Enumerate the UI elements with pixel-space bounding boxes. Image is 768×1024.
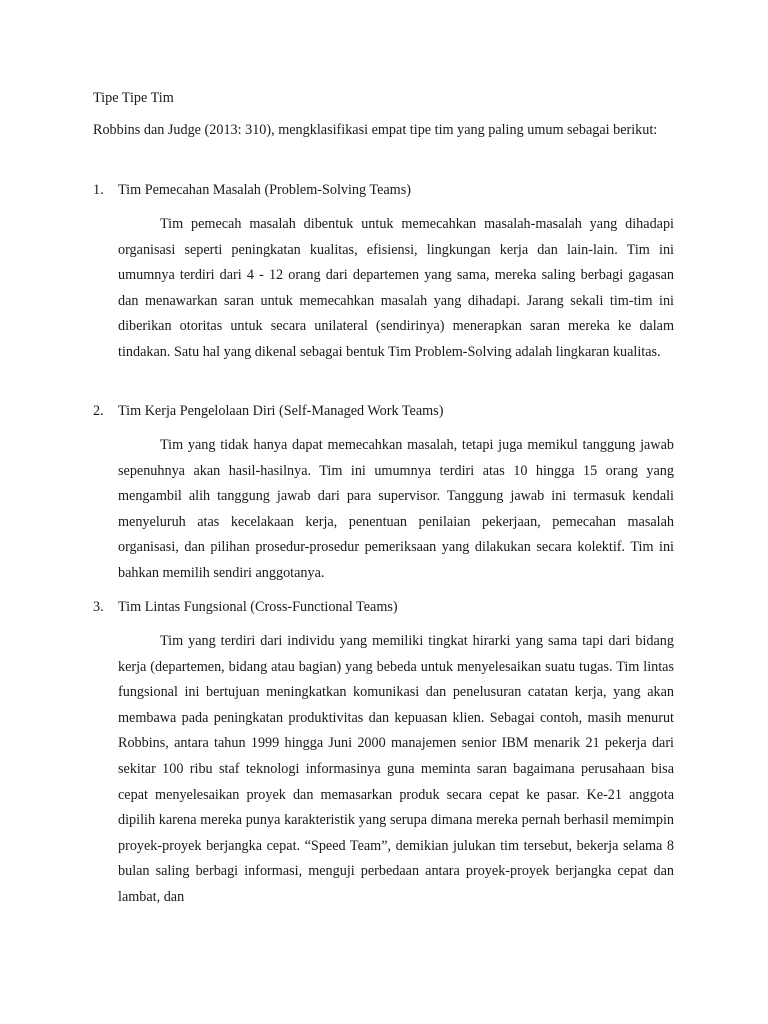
section-heading-text-3: Tim Lintas Fungsional (Cross-Functional Teams) — [118, 599, 398, 615]
section-heading-3 — [93, 597, 398, 617]
section-heading-1 — [93, 180, 411, 200]
section-number-3: 3. — [93, 599, 104, 615]
section-heading-text-1: Tim Pemecahan Masalah (Problem-Solving Teams) — [118, 182, 411, 198]
section-paragraph-3: Tim yang terdiri dari individu yang memiliki tingkat hirarki yang sama tapi dari bidang kerja (departemen, bidang atau bagian) yang bebeda untuk menyelesaikan suatu tugas. Tim lintas fungsional ini bertujuan meningkatkan komunikasi dan penelusuran catatan kerja, yang akan membawa pada peningkatan produktivitas dan kepuasan klien. Sebagai contoh, masih menurut Robbins, antara tahun 1999 hingga Juni 2000 manajemen senior IBM menarik 21 pekerja dari sekitar 100 ribu staf teknologi informasinya guna meminta saran bagaimana perusahaan bisa cepat menyelesaikan proyek dan memasarkan produk secara cepat ke pasar. Ke-21 anggota dipilih karena mereka punya karakteristik yang serupa dimana mereka pernah berhasil memimpin proyek-proyek berjangka cepat. “Speed Team”, demikian julukan tim tersebut, bekerja selama 8 bulan saling berbagi informasi, menguji perbedaan antara proyek-proyek berjangka cepat dan lambat, dan — [118, 633, 674, 905]
section-paragraph-1: Tim pemecah masalah dibentuk untuk memecahkan masalah-masalah yang dihadapi organisasi seperti peningkatan kualitas, efisiensi, lingkungan kerja dan lain-lain. Tim ini umumnya terdiri dari 4 - 12 orang dari departemen yang sama, mereka saling berbagi gagasan dan menawarkan saran untuk memecahkan masalah yang dihadapi. Jarang sekali tim-tim ini diberikan otoritas untuk secara unilateral (sendirinya) menerapkan saran mereka ke dalam tindakan. Satu hal yang dikenal sebagai bentuk Tim Problem-Solving adalah lingkaran kualitas. — [118, 216, 674, 360]
section-paragraph-2: Tim yang tidak hanya dapat memecahkan masalah, tetapi juga memikul tanggung jawab sepenuhnya akan hasil-hasilnya. Tim ini umumnya terdiri atas 10 hingga 15 orang yang mengambil alih tanggung jawab dari para supervisor. Tanggung jawab ini termasuk kendali menyeluruh atas kecelakaan kerja, penentuan penilaian pekerjaan, pemecahan masalah organisasi, dan pilihan prosedur-prosedur pemeriksaan yang dilakukan secara kolektif. Tim ini bahkan memilih sendiri anggotanya. — [118, 437, 674, 581]
section-heading-text-2: Tim Kerja Pengelolaan Diri (Self-Managed Work Teams) — [118, 403, 444, 419]
section-number-1: 1. — [93, 182, 104, 198]
intro-paragraph: Robbins dan Judge (2013: 310), mengklasifikasi empat tipe tim yang paling umum sebagai berikut: — [93, 122, 658, 138]
section-number-2: 2. — [93, 403, 104, 419]
section-heading-2 — [93, 401, 443, 421]
document-title: Tipe Tipe Tim — [93, 90, 174, 106]
